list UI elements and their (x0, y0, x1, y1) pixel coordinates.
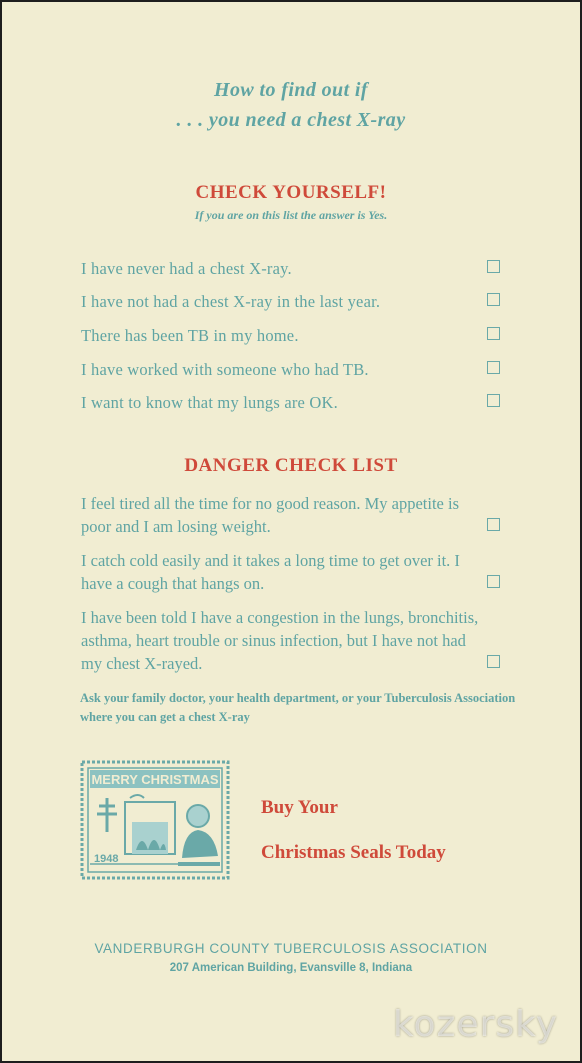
checkbox-5[interactable] (487, 394, 500, 407)
check-item-2: I have not had a chest X-ray in the last year. (81, 292, 381, 311)
danger-checkbox-1[interactable] (487, 518, 500, 531)
checkbox-1[interactable] (487, 260, 500, 273)
promo-line-1: Buy Your (261, 797, 338, 818)
seal-year: 1948 (94, 853, 119, 865)
danger-item-3: I have been told I have a congestion in the lungs, bronchitis, asthma, heart trouble or sinus infection, but I have not had my chest X-rayed. (81, 608, 479, 673)
checkbox-2[interactable] (487, 293, 500, 306)
danger-checkbox-3[interactable] (487, 655, 500, 668)
headline-line-1: How to find out if (214, 79, 368, 101)
danger-checkbox-2[interactable] (487, 575, 500, 588)
seal-banner-text: MERRY CHRISTMAS (91, 772, 219, 787)
headline-line-2: . . . you need a chest X-ray (176, 109, 406, 131)
ask-instructions: Ask your family doctor, your health department, or your Tuberculosis Association where you can get a chest X-ray (80, 691, 516, 724)
danger-item-2: I catch cold easily and it takes a long time to get over it. I have a cough that hangs on. (81, 551, 460, 593)
check-item-5: I want to know that my lungs are OK. (81, 393, 338, 412)
check-item-1: I have never had a chest X-ray. (81, 259, 292, 278)
promo-line-2: Christmas Seals Today (261, 842, 446, 863)
check-yourself-title: CHECK YOURSELF! (195, 182, 387, 203)
checkbox-4[interactable] (487, 361, 500, 374)
danger-item-1: I feel tired all the time for no good reason. My appetite is poor and I am losing weight. (81, 494, 460, 536)
checkbox-3[interactable] (487, 327, 500, 340)
check-item-4: I have worked with someone who had TB. (81, 360, 369, 379)
watermark: kozersky (392, 1004, 558, 1045)
christmas-seal-stamp (80, 760, 230, 880)
danger-check-list-title: DANGER CHECK LIST (184, 455, 398, 476)
association-name: VANDERBURGH COUNTY TUBERCULOSIS ASSOCIATION (94, 941, 488, 956)
association-address: 207 American Building, Evansville 8, Indiana (169, 962, 413, 974)
check-item-3: There has been TB in my home. (81, 326, 299, 345)
leaflet (2, 2, 580, 1061)
check-yourself-subtitle: If you are on this list the answer is Yes. (194, 208, 388, 222)
